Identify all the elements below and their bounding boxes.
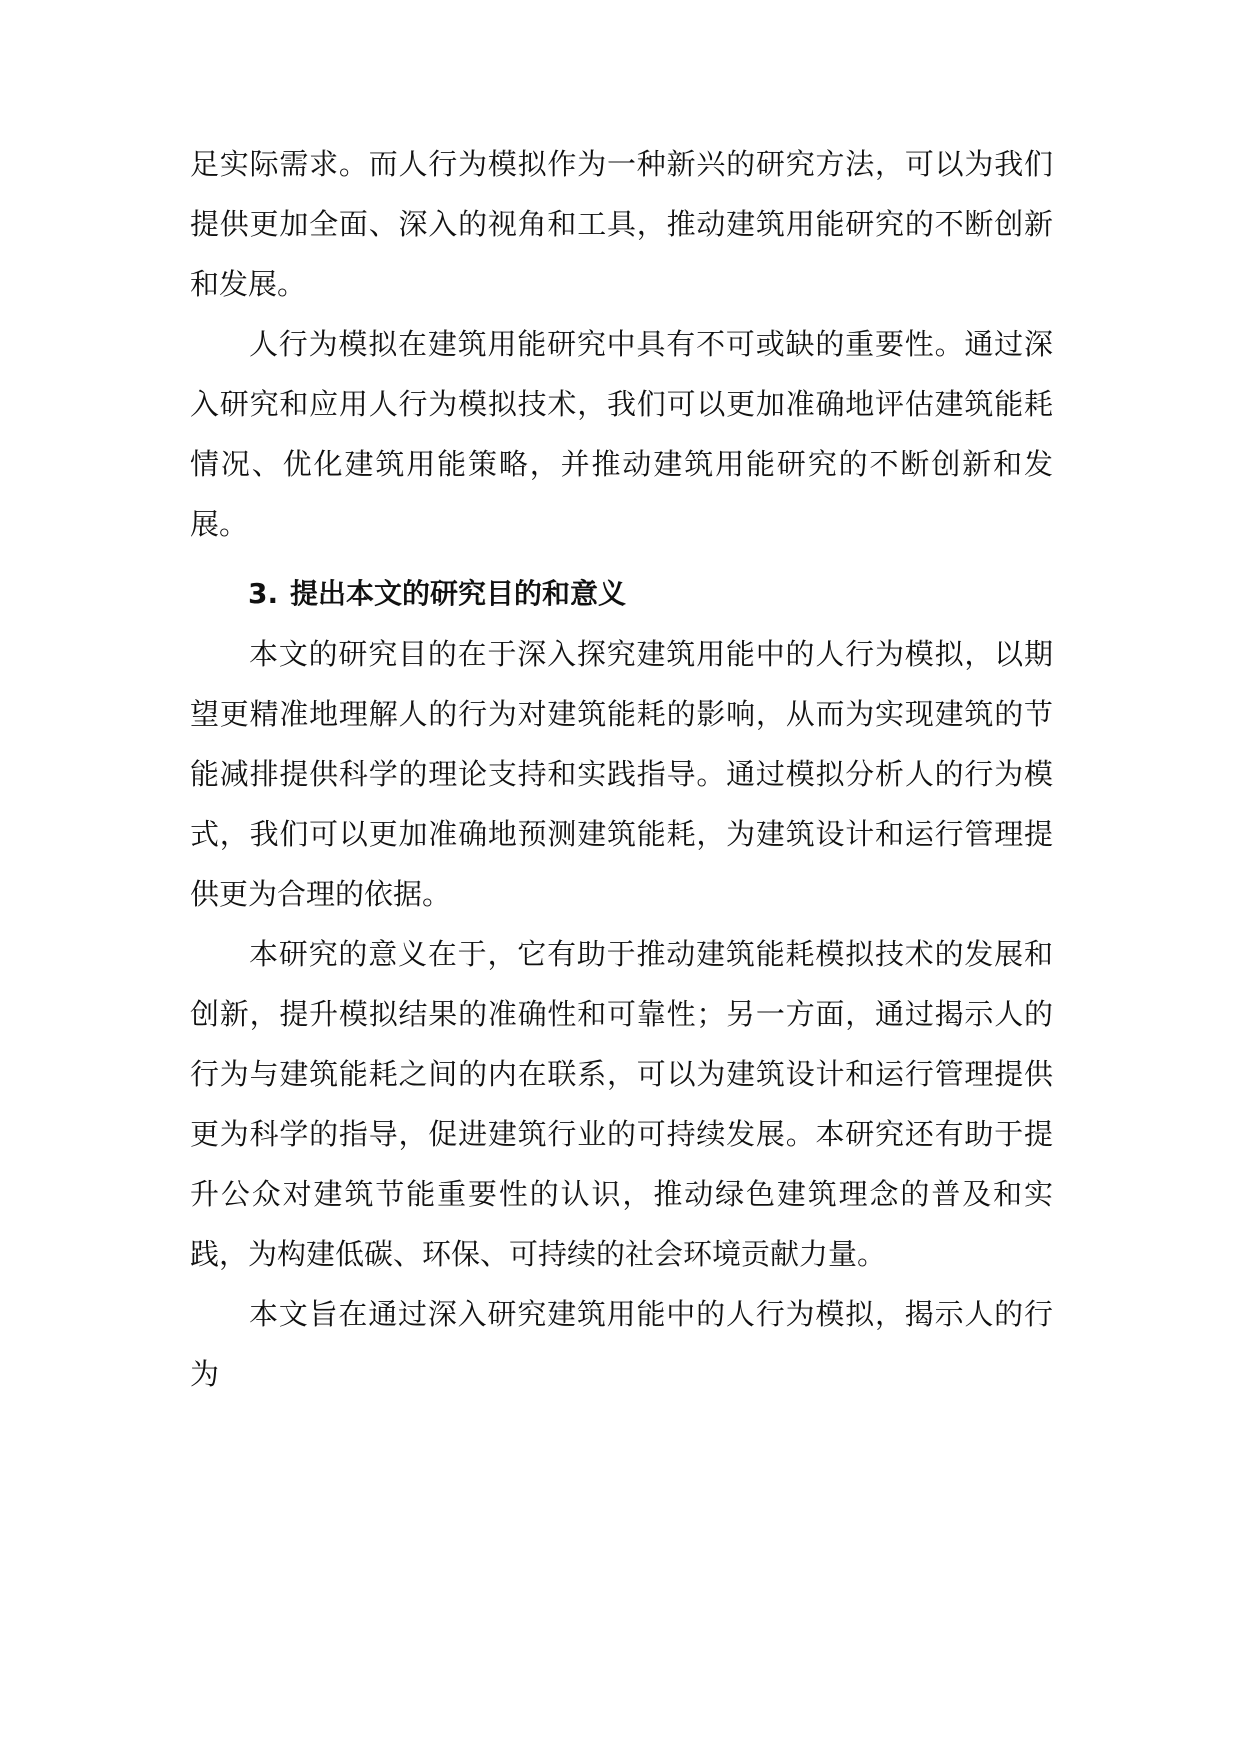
paragraph-purpose: 本文的研究目的在于深入探究建筑用能中的人行为模拟，以期望更精准地理解人的行为对建筑能耗的影响，从而为实现建筑的节能减排提供科学的理论支持和实践指导。通过模拟分析人的行为模式，我们可以更加准确地预测建筑能耗，为建筑设计和运行管理提供更为合理的依据。: [190, 637, 1053, 911]
section-heading: [190, 564, 1053, 624]
body-text-section: [190, 564, 1053, 1404]
section-title: 提出本文的研究目的和意义: [290, 577, 627, 610]
paragraph-importance: 人行为模拟在建筑用能研究中具有不可或缺的重要性。通过深入研究和应用人行为模拟技术，我们可以更加准确地评估建筑能耗情况、优化建筑用能策略，并推动建筑用能研究的不断创新和发展。: [190, 327, 1053, 541]
paragraph-continuation: 足实际需求。而人行为模拟作为一种新兴的研究方法，可以为我们提供更加全面、深入的视角和工具，推动建筑用能研究的不断创新和发展。: [190, 147, 1053, 301]
section-number: 3.: [248, 577, 279, 610]
paragraph-significance: 本研究的意义在于，它有助于推动建筑能耗模拟技术的发展和创新，提升模拟结果的准确性和可靠性；另一方面，通过揭示人的行为与建筑能耗之间的内在联系，可以为建筑设计和运行管理提供更为科学的指导，促进建筑行业的可持续发展。本研究还有助于提升公众对建筑节能重要性的认识，推动绿色建筑理念的普及和实践，为构建低碳、环保、可持续的社会环境贡献力量。: [190, 937, 1053, 1271]
body-text-top: [190, 134, 1053, 554]
paragraph-aim: 本文旨在通过深入研究建筑用能中的人行为模拟，揭示人的行为: [190, 1297, 1053, 1391]
